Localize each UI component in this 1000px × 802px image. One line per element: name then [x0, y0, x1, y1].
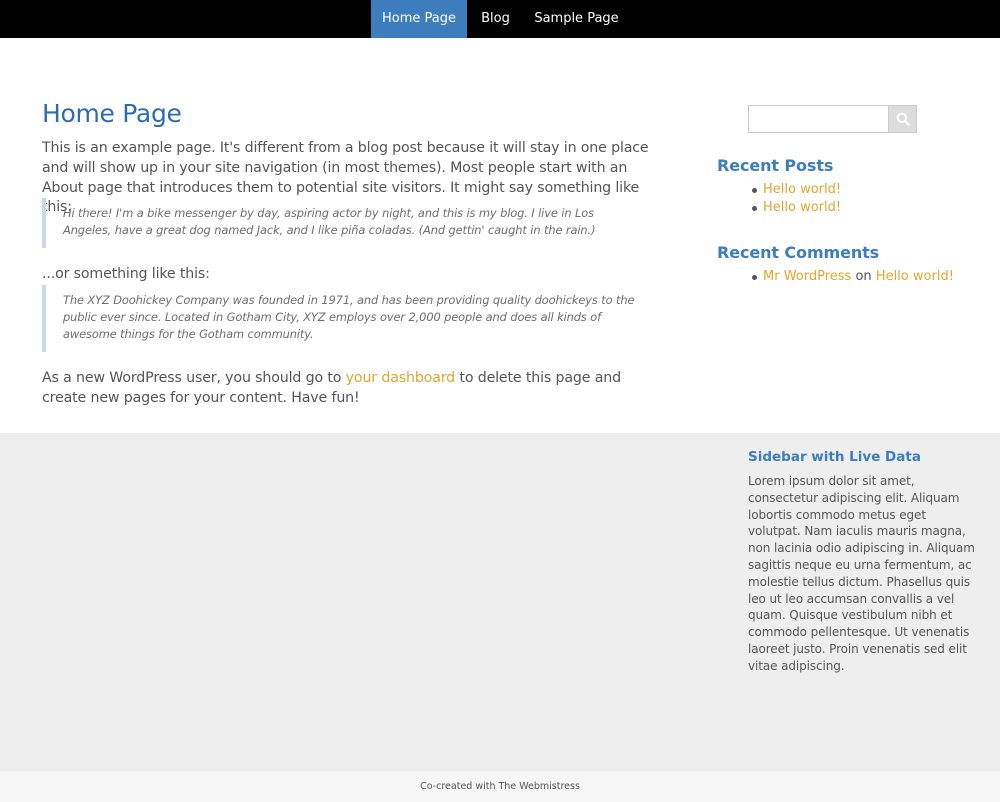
recent-posts-title: Recent Posts [717, 156, 834, 175]
nav-item-blog[interactable]: Blog [481, 11, 510, 26]
blockquote-doohickey-company: The XYZ Doohickey Company was founded in 1971, and has been providing quality doohickeys to the public ever since. Located in Gotham City, XYZ employs over 2,000 people and does all kinds of awesome things for the Gotham community. [42, 285, 642, 352]
footer [0, 771, 1000, 802]
live-data-sidebar-text: Lorem ipsum dolor sit amet, consectetur adipiscing elit. Aliquam lobortis commodo metus eget volutpat. Nam iaculis mauris magna, non lacinia odio adipiscing in. Aliquam sagittis neque eu urna fermentum, ac molestie tellus dictum. Phasellus quis leo ut leo accumsan convallis a vel quam. Quisque vestibulum nibh et commodo pellentesque. Ut venenatis laoreet justo. Proin venenatis sed elit vitae adipiscing. [748, 474, 975, 673]
page-title: Home Page [42, 99, 182, 128]
outro-text-before: As a new WordPress user, you should go to [42, 370, 346, 386]
comment-post-link[interactable]: Hello world! [875, 269, 954, 284]
outro-text-after: to delete this page and create new pages for your content. Have fun! [42, 370, 621, 406]
recent-comments-title: Recent Comments [717, 243, 880, 262]
footer-credit: Co-created with The Webmistress [420, 781, 580, 792]
comment-on-text: on [855, 269, 872, 284]
recent-posts-list [749, 181, 841, 217]
nav-item-home-page[interactable]: Home Page [371, 0, 467, 38]
top-navigation [0, 0, 1000, 38]
recent-comments-list [749, 268, 954, 286]
recent-post-item [749, 181, 841, 199]
recent-post-item [749, 199, 841, 217]
middle-paragraph: ...or something like this: [42, 266, 210, 282]
blockquote-bike-messenger: Hi there! I'm a bike messenger by day, aspiring actor by night, and this is my blog. I live in Los Angeles, have a great dog named Jack, and I like piña coladas. (And gettin' caught in the rain.) [42, 198, 642, 248]
live-data-sidebar-title: Sidebar with Live Data [748, 449, 921, 465]
nav-item-sample-page[interactable]: Sample Page [534, 11, 619, 26]
dashboard-link[interactable]: your dashboard [345, 370, 456, 386]
outro-paragraph [42, 369, 652, 409]
recent-comment-item [749, 268, 954, 286]
intro-paragraph: This is an example page. It's different from a blog post because it will stay in one place and will show up in your site navigation (in most themes). Most people start with an About page that introduces them to potential site visitors. It might say something like this: [42, 140, 649, 216]
recent-post-link[interactable]: Hello world! [763, 200, 842, 215]
search-input[interactable] [748, 105, 889, 133]
comment-author-link[interactable]: Mr WordPress [763, 269, 852, 284]
search-icon [896, 112, 910, 126]
recent-post-link[interactable]: Hello world! [763, 182, 842, 197]
search-button[interactable] [888, 105, 917, 133]
